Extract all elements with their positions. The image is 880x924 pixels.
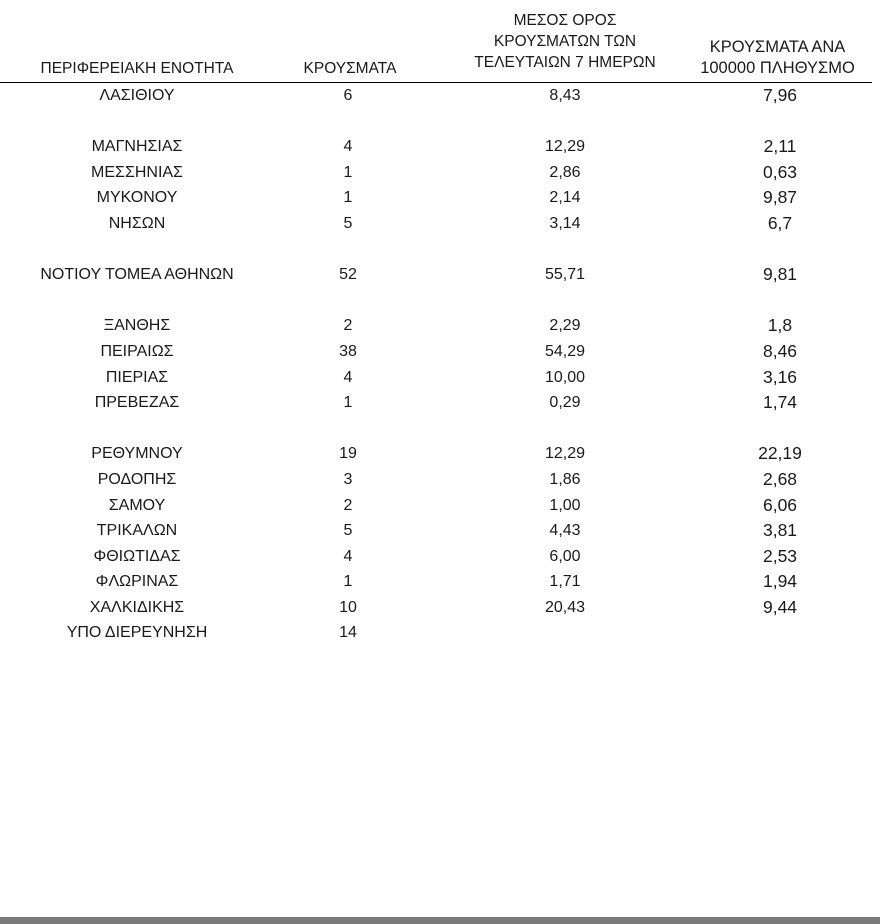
per-100k-cell: 0,63 [762,161,798,182]
region-cell: ΡΟΔΟΠΗΣ [97,470,177,488]
table-row [0,390,880,416]
cases-cell: 4 [343,368,353,386]
region-cell: ΡΕΘΥΜΝΟΥ [91,445,183,463]
per-100k-cell: 2,53 [762,545,798,566]
avg-7-days-cell: 12,29 [544,445,586,463]
avg-7-days-cell: 2,86 [549,163,581,181]
avg-7-days-cell: 20,43 [544,598,586,616]
cases-cell: 2 [343,496,353,514]
cases-cell: 1 [343,394,353,412]
cases-cell: 3 [343,470,353,488]
header-region [8,58,266,79]
table-row [0,262,880,288]
region-cell: ΣΑΜΟΥ [108,496,166,514]
header-line: 100000 ΠΛΗΘΥΣΜΟ [700,59,855,77]
per-100k-cell: 1,8 [767,315,793,336]
cases-cell: 38 [339,342,357,360]
table-body [0,83,880,646]
header-line: ΜΕΣΟΣ ΟΡΟΣ [513,12,617,29]
per-100k-cell: 6,7 [767,212,793,233]
spacer-row [0,416,880,442]
region-cell: ΜΕΣΣΗΝΙΑΣ [91,163,183,181]
per-100k-cell: 3,16 [762,366,798,387]
avg-7-days-cell: 6,00 [549,547,581,565]
table-row [0,83,880,109]
region-cell: ΝΗΣΩΝ [108,214,166,232]
per-100k-cell: 7,96 [762,85,798,105]
cases-cell: 1 [343,163,353,181]
region-cell: ΠΙΕΡΙΑΣ [105,368,169,386]
table-row [0,467,880,493]
cases-cell: 52 [339,266,357,284]
table-row [0,160,880,186]
avg-7-days-cell: 12,29 [544,138,586,156]
table-row [0,544,880,570]
cases-cell: 6 [343,87,353,104]
table-row [0,211,880,237]
header-line: ΚΡΟΥΣΜΑΤΑ [303,60,397,77]
bottom-border [0,917,880,924]
per-100k-cell: 2,68 [762,468,798,489]
table-row [0,339,880,365]
region-cell: ΠΕΙΡΑΙΩΣ [100,342,174,360]
region-cell: ΧΑΛΚΙΔΙΚΗΣ [89,598,185,616]
avg-7-days-cell: 1,86 [549,470,581,488]
table-row [0,518,880,544]
cases-cell: 1 [343,189,353,207]
region-cell: ΤΡΙΚΑΛΩΝ [96,522,178,540]
table-row [0,569,880,595]
avg-7-days-cell: 2,29 [549,317,581,335]
region-cell: ΞΑΝΘΗΣ [103,317,171,335]
avg-7-days-cell: 1,71 [549,573,581,591]
header-avg-7-days [455,10,675,73]
spacer-row [0,237,880,263]
table-row [0,313,880,339]
table-row [0,134,880,160]
avg-7-days-cell: 54,29 [544,342,586,360]
table-row [0,493,880,519]
per-100k-cell: 2,11 [763,136,797,157]
region-cell: ΜΑΓΝΗΣΙΑΣ [91,138,183,156]
cases-cell: 14 [339,624,357,642]
avg-7-days-cell: 8,43 [549,87,581,104]
cases-cell: 4 [343,138,353,156]
per-100k-cell: 9,44 [762,596,798,617]
region-cell: ΝΟΤΙΟΥ ΤΟΜΕΑ ΑΘΗΝΩΝ [40,266,234,284]
per-100k-cell: 1,74 [762,392,798,413]
per-100k-cell: 9,81 [762,264,798,285]
header-line: ΠΕΡΙΦΕΡΕΙΑΚΗ ΕΝΟΤΗΤΑ [40,60,234,77]
table-row [0,595,880,621]
per-100k-cell: 8,46 [762,340,798,361]
avg-7-days-cell: 10,00 [544,368,586,386]
table-row [0,185,880,211]
region-cell: ΛΑΣΙΘΙΟΥ [99,87,175,104]
avg-7-days-cell: 4,43 [549,522,581,540]
header-line: ΚΡΟΥΣΜΑΤΑ ΑΝΑ [709,38,846,56]
per-100k-cell: 3,81 [762,520,798,541]
cases-cell: 2 [343,317,353,335]
header-line: ΤΕΛΕΥΤΑΙΩΝ 7 ΗΜΕΡΩΝ [474,54,656,71]
per-100k-cell: 1,94 [762,571,798,592]
region-cell: ΥΠΟ ΔΙΕΡΕΥΝΗΣΗ [66,624,208,642]
cases-cell: 10 [339,598,357,616]
per-100k-cell: 22,19 [758,443,802,464]
table-row [0,620,880,646]
table-row [0,441,880,467]
table-row [0,365,880,391]
avg-7-days-cell: 3,14 [549,214,581,232]
header-line: ΚΡΟΥΣΜΑΤΩΝ ΤΩΝ [493,33,637,50]
cases-cell: 5 [343,214,353,232]
cases-cell: 1 [343,573,353,591]
header-per-100k [690,37,865,79]
avg-7-days-cell: 2,14 [549,189,581,207]
cases-cell: 4 [343,547,353,565]
region-cell: ΠΡΕΒΕΖΑΣ [94,394,180,412]
per-100k-cell: 6,06 [762,494,798,515]
spacer-row [0,288,880,314]
region-cell: ΜΥΚΟΝΟΥ [96,189,178,207]
spacer-row [0,109,880,135]
header-cases [290,58,410,79]
avg-7-days-cell: 0,29 [549,394,581,412]
avg-7-days-cell: 55,71 [544,266,586,284]
region-cell: ΦΘΙΩΤΙΔΑΣ [93,547,181,565]
cases-cell: 19 [339,445,357,463]
avg-7-days-cell: 1,00 [549,496,581,514]
region-cell: ΦΛΩΡΙΝΑΣ [95,573,179,591]
per-100k-cell: 9,87 [762,187,798,208]
cases-cell: 5 [343,522,353,540]
